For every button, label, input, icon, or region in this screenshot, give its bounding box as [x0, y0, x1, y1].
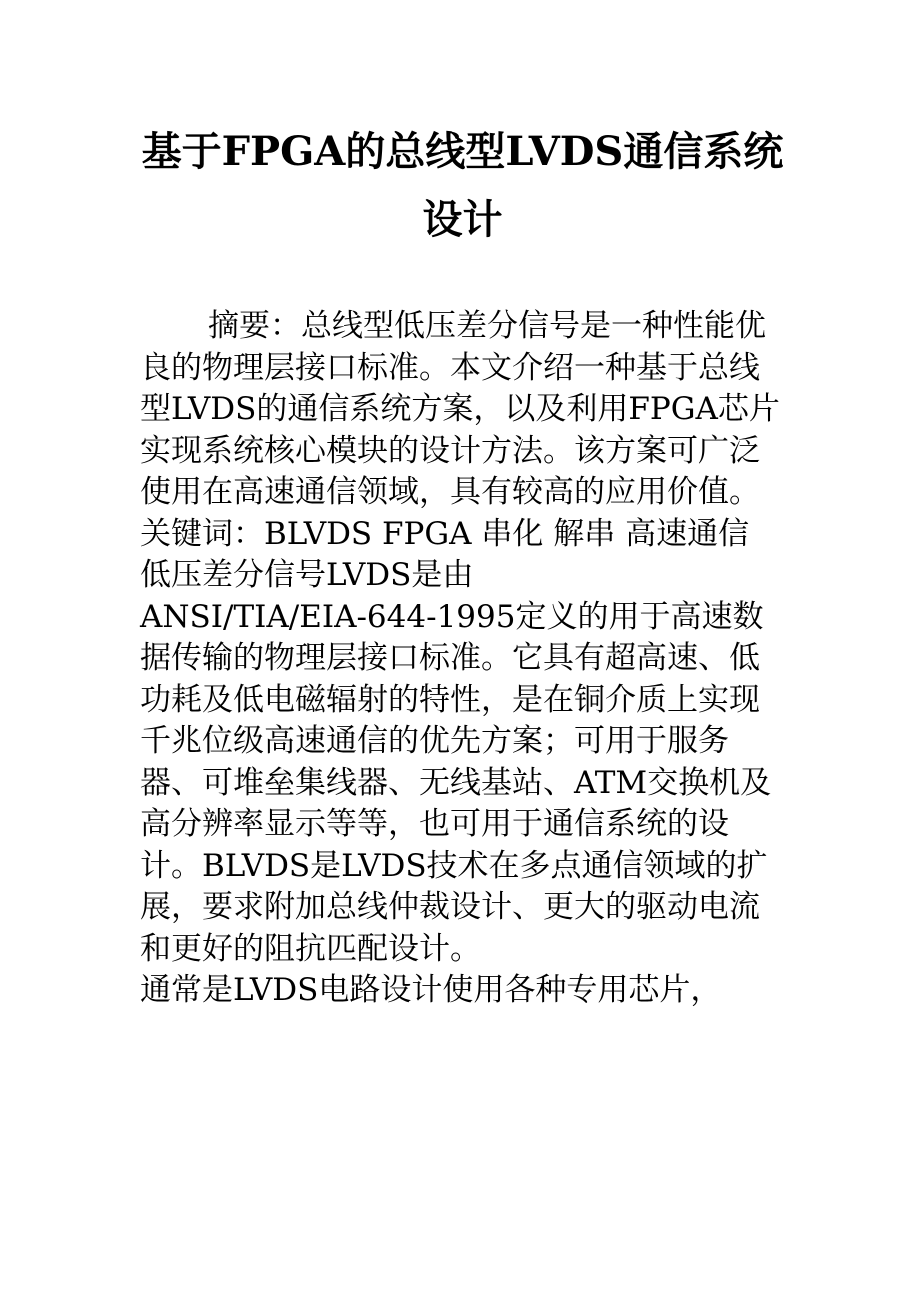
keywords-line: 关键词：BLVDS FPGA 串化 解串 高速通信 [140, 515, 750, 552]
body-paragraph-1: ANSI/TIA/EIA-644-1995定义的用于高速数据传输的物理层接口标准。它具有超高速、低功耗及低电磁辐射的特性，是在铜介质上实现千兆位级高速通信的优先方案；可用于服务器、可堆垒集线器、无线基站、ATM交换机及高分辨率显示等等，也可用于通信系统的设计。BLVDS是LVDS技术在多点通信领域的扩展，要求附加总线仲裁设计、更大的驱动电流和更好的阻抗匹配设计。 [140, 598, 772, 967]
body-paragraph-2: 通常是LVDS电路设计使用各种专用芯片， [140, 972, 722, 1008]
abstract-paragraph: 摘要：总线型低压差分信号是一种性能优良的物理层接口标准。本文介绍一种基于总线型LVDS的通信系统方案，以及利用FPGA芯片实现系统核心模块的设计方法。该方案可广泛使用在高速通信领域，具有较高的应用价值。 [140, 308, 780, 510]
document-body [140, 306, 788, 1012]
document-title: 基于FPGA的总线型LVDS通信系统设计 [141, 128, 784, 243]
body-paragraph-1-first-line: 低压差分信号LVDS是由 [140, 557, 474, 593]
